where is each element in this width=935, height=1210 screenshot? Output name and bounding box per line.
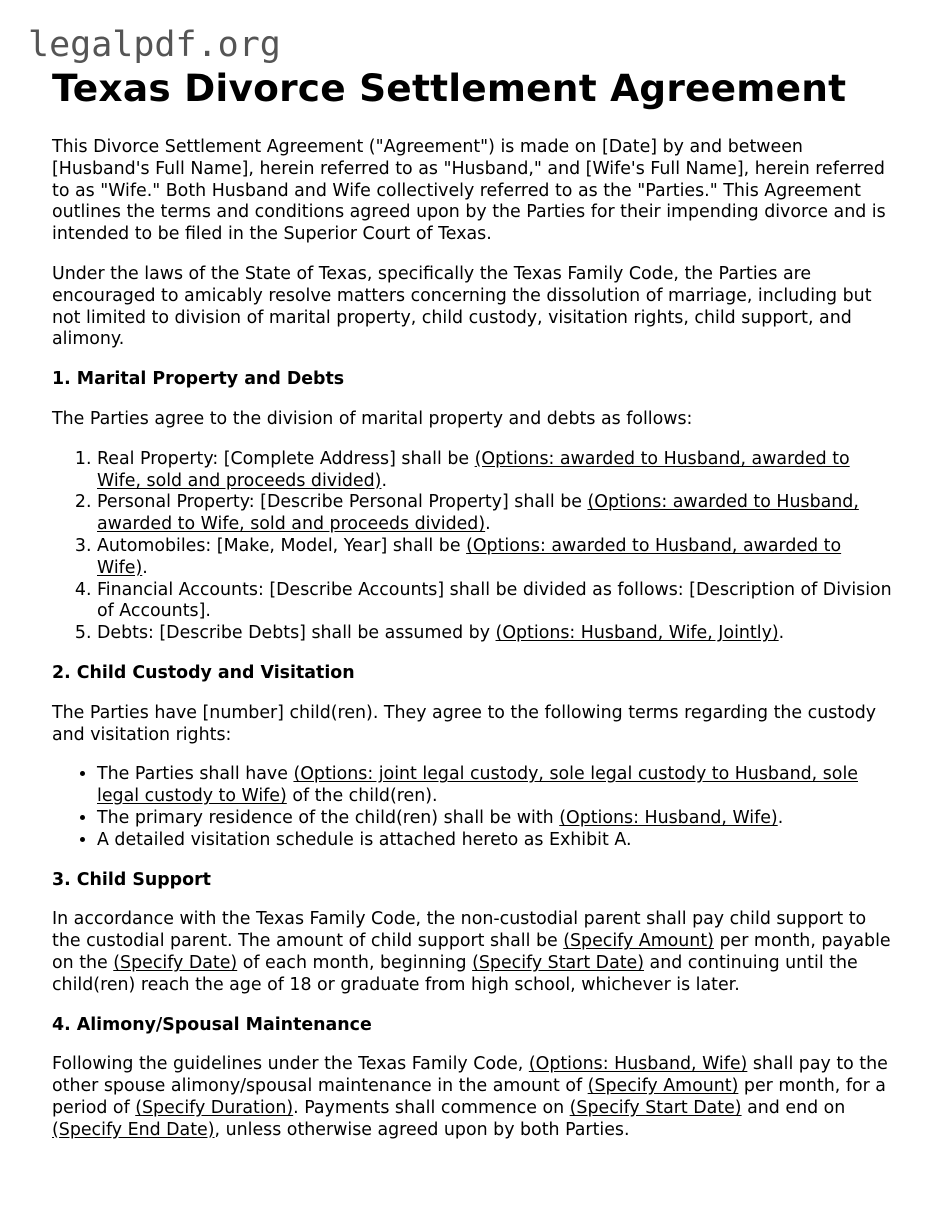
- section-heading-marital-property: 1. Marital Property and Debts: [52, 369, 345, 390]
- end-date-field[interactable]: (Specify End Date): [52, 1119, 215, 1140]
- list-item: • The Parties shall have (Options: joint legal custody, sole legal custody to Husband, sole legal custody to Wife) of the child(ren).: [97, 764, 892, 808]
- option-field[interactable]: (Options: joint legal custody, sole legal custody to Husband, sole legal custody to Wife): [97, 764, 858, 807]
- amount-field[interactable]: (Specify Amount): [587, 1076, 739, 1097]
- document-title: Texas Divorce Settlement Agreement: [52, 66, 847, 110]
- option-field[interactable]: (Options: Husband, Wife, Jointly): [495, 623, 779, 644]
- section-heading-alimony: 4. Alimony/Spousal Maintenance: [52, 1014, 372, 1035]
- list-item: 4. Financial Accounts: [Describe Accounts] shall be divided as follows: [Description of Division of Accounts].: [97, 580, 892, 624]
- list-item: • The primary residence of the child(ren) shall be with (Options: Husband, Wife).: [97, 808, 892, 830]
- payer-option-field[interactable]: (Options: Husband, Wife): [528, 1054, 748, 1075]
- duration-field[interactable]: (Specify Duration): [135, 1097, 294, 1118]
- section-intro-child-custody: The Parties have [number] child(ren). They agree to the following terms regarding the custody and visitation rights:: [52, 702, 877, 745]
- option-field[interactable]: (Options: Husband, Wife): [559, 807, 778, 828]
- amount-field[interactable]: (Specify Amount): [563, 931, 714, 952]
- section-heading-child-custody: 2. Child Custody and Visitation: [52, 662, 355, 683]
- list-item: 1. Real Property: [Complete Address] shall be (Options: awarded to Husband, awarded to Wife, sold and proceeds divided).: [97, 449, 892, 493]
- marital-property-list: [52, 449, 892, 645]
- option-field[interactable]: (Options: awarded to Husband, awarded to Wife, sold and proceeds divided): [97, 448, 850, 491]
- list-item: • A detailed visitation schedule is attached hereto as Exhibit A.: [97, 830, 892, 852]
- watermark-logo: legalpdf.org: [28, 25, 281, 65]
- laws-paragraph: Under the laws of the State of Texas, specifically the Texas Family Code, the Parties are encouraged to amicably resolve matters concerning the dissolution of marriage, including but not limited to division of marital property, child custody, visitation rights, child support, and alimony.: [52, 263, 872, 350]
- date-field[interactable]: (Specify Date): [113, 952, 238, 973]
- list-item: 2. Personal Property: [Describe Personal Property] shall be (Options: awarded to Husband, awarded to Wife, sold and proceeds divided).: [97, 492, 892, 536]
- option-field[interactable]: (Options: awarded to Husband, awarded to Wife): [97, 535, 842, 578]
- alimony-paragraph: Following the guidelines under the Texas Family Code, (Options: Husband, Wife) shall pay to the other spouse alimony/spousal maintenance in the amount of (Specify Amount) per month, for a period of (Specify Duration). Payments shall commence on (Specify Start Date) and end on (Specify End Date), unless otherwise agreed upon by both Parties.: [52, 1054, 888, 1140]
- child-support-paragraph: In accordance with the Texas Family Code, the non-custodial parent shall pay child support to the custodial parent. The amount of child support shall be (Specify Amount) per month, payable on the (Specify Date) of each month, beginning (Specify Start Date) and continuing until the child(ren) reach the age of 18 or graduate from high school, whichever is later.: [52, 909, 891, 995]
- section-intro-marital-property: The Parties agree to the division of marital property and debts as follows:: [52, 408, 693, 429]
- option-field[interactable]: (Options: awarded to Husband, awarded to Wife, sold and proceeds divided): [97, 492, 859, 535]
- list-item: 3. Automobiles: [Make, Model, Year] shall be (Options: awarded to Husband, awarded to Wife).: [97, 536, 892, 580]
- section-heading-child-support: 3. Child Support: [52, 869, 211, 890]
- intro-paragraph: This Divorce Settlement Agreement ("Agreement") is made on [Date] by and between [Husband's Full Name], herein referred to as "Husband," and [Wife's Full Name], herein referred to as "Wife." Both Husband and Wife collectively referred to as the "Parties." This Agreement outlines the terms and conditions agreed upon by the Parties for their impending divorce and is intended to be filed in the Superior Court of Texas.: [52, 137, 886, 245]
- document-page: [52, 66, 892, 1141]
- start-date-field[interactable]: (Specify Start Date): [569, 1097, 742, 1118]
- child-custody-list: [52, 764, 892, 851]
- list-item: 5. Debts: [Describe Debts] shall be assumed by (Options: Husband, Wife, Jointly).: [97, 623, 892, 645]
- start-date-field[interactable]: (Specify Start Date): [472, 952, 645, 973]
